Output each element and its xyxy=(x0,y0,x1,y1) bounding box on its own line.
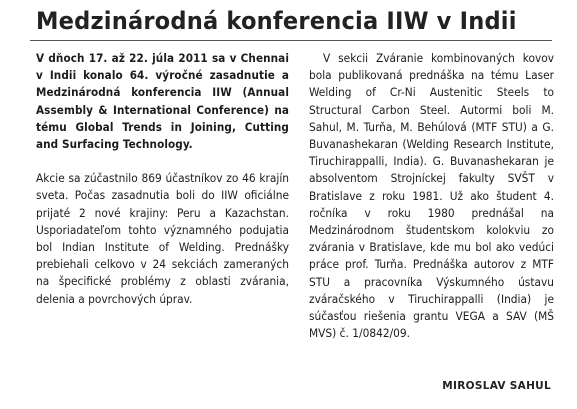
body-paragraph-lecture: V sekcii Zváranie kombinovaných kovov bola publikovaná prednáška na tému Laser Welding of Cr-Ni Austenitic Steels to Structural Carbon Steel. Autormi boli M. Sahul, M. Turňa, M. Behúlová (MTF STU) a G. Buvanashekaran (Welding Research Institute, Tiruchirappalli, India). G. Buvanashekaran je absolventom Strojníckej fakulty SVŠT v Bratislave z roku 1981. Už ako študent 4. ročníka v roku 1980 prednášal na Medzinárodnom študentskom kolokviu zo zvárania v Bratislave, kde mu bol ako vedúci práce prof. Turňa. Prednáška autorov z MTF STU a pracovníka Výskumného ústavu zváračského v Tiruchirappalli (India) je súčasťou riešenia grantu VEGA a SAV (MŠ MVS) č. 1/0842/09. xyxy=(309,51,554,341)
article-title: Medzinárodná konferencia IIW v Indii xyxy=(36,7,517,35)
lead-paragraph: V dňoch 17. až 22. júla 2011 sa v Chennai v Indii konalo 64. výročné zasadnutie a Medzinárodná konferencia IIW (Annual Assembly & International Conference) na tému Global Trends in Joining, Cutting and Surfacing Technology. xyxy=(36,51,289,152)
left-column xyxy=(36,50,289,308)
right-column xyxy=(309,50,554,342)
author-byline: MIROSLAV SAHUL xyxy=(442,380,551,392)
title-divider xyxy=(30,40,552,41)
paragraph-spacer xyxy=(36,153,289,170)
body-paragraph-participants: Akcie sa zúčastnilo 869 účastníkov zo 46 krajín sveta. Počas zasadnutia boli do IIW oficiálne prijaté 2 nové krajiny: Peru a Kazachstan. Usporiadateľom tohto významného podujatia bol Indian Institute of Welding. Prednášky prebiehali celkovo v 24 sekciách zameraných na špecifické problémy z oblasti zvárania, delenia a povrchových úprav. xyxy=(36,171,289,306)
